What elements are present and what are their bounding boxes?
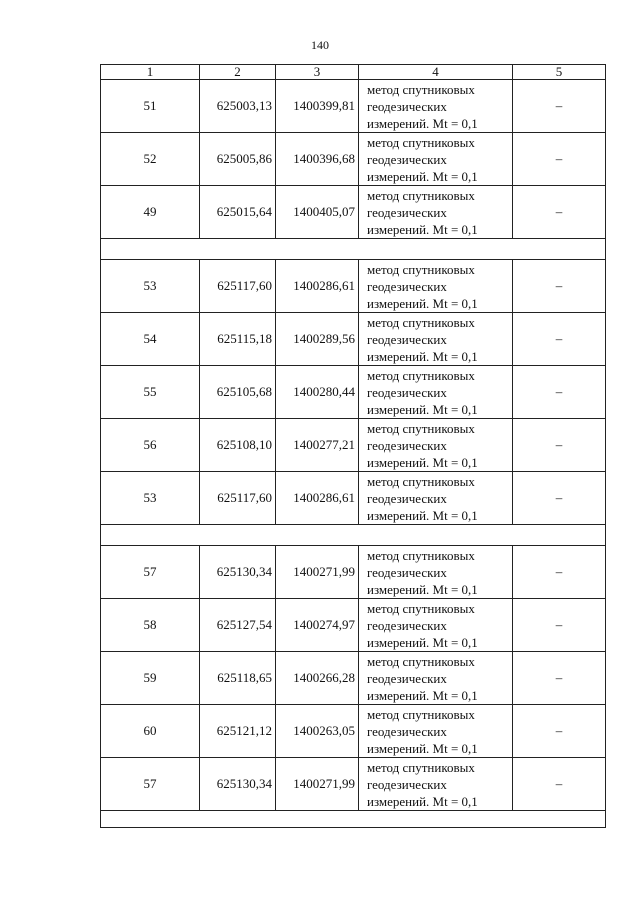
dash-cell: –: [513, 260, 606, 313]
method-text: измерений. Mt = 0,1: [367, 581, 478, 597]
column-header: 3: [276, 65, 359, 80]
method-cell: [359, 472, 513, 525]
method-text: метод спутниковых: [367, 759, 475, 775]
method-cell: [359, 186, 513, 239]
method-text: геодезических: [367, 151, 447, 167]
method-text: метод спутниковых: [367, 547, 475, 563]
method-cell: [359, 80, 513, 133]
column-header: 1: [101, 65, 200, 80]
dash-cell: –: [513, 313, 606, 366]
method-text: метод спутниковых: [367, 314, 475, 330]
method-text: измерений. Mt = 0,1: [367, 507, 478, 523]
column-header: 2: [200, 65, 276, 80]
point-number-cell: 53: [101, 472, 200, 525]
method-text: метод спутниковых: [367, 261, 475, 277]
x-coordinate-cell: 625108,10: [200, 419, 276, 472]
table-row: [101, 472, 606, 525]
method-text: метод спутниковых: [367, 134, 475, 150]
separator-row: [101, 525, 606, 546]
method-text: измерений. Mt = 0,1: [367, 115, 478, 131]
dash-cell: –: [513, 133, 606, 186]
method-text: геодезических: [367, 98, 447, 114]
y-coordinate-cell: 1400271,99: [276, 546, 359, 599]
method-cell: [359, 758, 513, 811]
method-text: геодезических: [367, 776, 447, 792]
method-cell: [359, 313, 513, 366]
point-number-cell: 57: [101, 546, 200, 599]
y-coordinate-cell: 1400399,81: [276, 80, 359, 133]
method-text: измерений. Mt = 0,1: [367, 348, 478, 364]
point-number-cell: 57: [101, 758, 200, 811]
separator-cell: [101, 239, 606, 260]
point-number-cell: 56: [101, 419, 200, 472]
method-text: измерений. Mt = 0,1: [367, 687, 478, 703]
method-text: геодезических: [367, 278, 447, 294]
method-text: метод спутниковых: [367, 420, 475, 436]
y-coordinate-cell: 1400277,21: [276, 419, 359, 472]
dash-cell: –: [513, 546, 606, 599]
method-cell: [359, 133, 513, 186]
method-text: геодезических: [367, 670, 447, 686]
dash-cell: –: [513, 80, 606, 133]
point-number-cell: 59: [101, 652, 200, 705]
y-coordinate-cell: 1400286,61: [276, 472, 359, 525]
table-row: [101, 546, 606, 599]
method-text: измерений. Mt = 0,1: [367, 634, 478, 650]
method-text: геодезических: [367, 437, 447, 453]
point-number-cell: 60: [101, 705, 200, 758]
method-text: измерений. Mt = 0,1: [367, 740, 478, 756]
x-coordinate-cell: 625127,54: [200, 599, 276, 652]
method-text: метод спутниковых: [367, 367, 475, 383]
dash-cell: –: [513, 186, 606, 239]
x-coordinate-cell: 625118,65: [200, 652, 276, 705]
method-cell: [359, 260, 513, 313]
table-row: [101, 366, 606, 419]
y-coordinate-cell: 1400286,61: [276, 260, 359, 313]
point-number-cell: 52: [101, 133, 200, 186]
dash-cell: –: [513, 652, 606, 705]
coordinates-table: [100, 64, 606, 828]
method-text: метод спутниковых: [367, 706, 475, 722]
method-cell: [359, 652, 513, 705]
y-coordinate-cell: 1400266,28: [276, 652, 359, 705]
separator-row: [101, 811, 606, 828]
x-coordinate-cell: 625115,18: [200, 313, 276, 366]
table-row: [101, 80, 606, 133]
page-number: 140: [311, 38, 329, 52]
table-row: [101, 260, 606, 313]
dash-cell: –: [513, 758, 606, 811]
method-text: измерений. Mt = 0,1: [367, 221, 478, 237]
y-coordinate-cell: 1400263,05: [276, 705, 359, 758]
method-cell: [359, 366, 513, 419]
method-text: геодезических: [367, 490, 447, 506]
table-row: [101, 419, 606, 472]
y-coordinate-cell: 1400289,56: [276, 313, 359, 366]
column-header: 4: [359, 65, 513, 80]
method-text: измерений. Mt = 0,1: [367, 454, 478, 470]
method-text: метод спутниковых: [367, 653, 475, 669]
point-number-cell: 55: [101, 366, 200, 419]
y-coordinate-cell: 1400396,68: [276, 133, 359, 186]
method-text: измерений. Mt = 0,1: [367, 295, 478, 311]
table-row: [101, 133, 606, 186]
method-text: метод спутниковых: [367, 81, 475, 97]
x-coordinate-cell: 625130,34: [200, 546, 276, 599]
x-coordinate-cell: 625003,13: [200, 80, 276, 133]
method-text: геодезических: [367, 564, 447, 580]
dash-cell: –: [513, 472, 606, 525]
table-row: [101, 652, 606, 705]
y-coordinate-cell: 1400405,07: [276, 186, 359, 239]
point-number-cell: 58: [101, 599, 200, 652]
method-cell: [359, 599, 513, 652]
separator-cell: [101, 525, 606, 546]
table-row: [101, 758, 606, 811]
table-header-row: [101, 65, 606, 80]
dash-cell: –: [513, 599, 606, 652]
x-coordinate-cell: 625105,68: [200, 366, 276, 419]
point-number-cell: 54: [101, 313, 200, 366]
x-coordinate-cell: 625015,64: [200, 186, 276, 239]
x-coordinate-cell: 625121,12: [200, 705, 276, 758]
method-cell: [359, 546, 513, 599]
method-cell: [359, 419, 513, 472]
method-text: метод спутниковых: [367, 187, 475, 203]
method-text: геодезических: [367, 617, 447, 633]
table-row: [101, 599, 606, 652]
x-coordinate-cell: 625117,60: [200, 260, 276, 313]
method-text: метод спутниковых: [367, 600, 475, 616]
table-row: [101, 313, 606, 366]
method-text: геодезических: [367, 384, 447, 400]
separator-cell: [101, 811, 606, 828]
method-text: измерений. Mt = 0,1: [367, 168, 478, 184]
dash-cell: –: [513, 419, 606, 472]
table-row: [101, 186, 606, 239]
separator-row: [101, 239, 606, 260]
method-text: геодезических: [367, 723, 447, 739]
y-coordinate-cell: 1400271,99: [276, 758, 359, 811]
y-coordinate-cell: 1400280,44: [276, 366, 359, 419]
y-coordinate-cell: 1400274,97: [276, 599, 359, 652]
x-coordinate-cell: 625117,60: [200, 472, 276, 525]
dash-cell: –: [513, 366, 606, 419]
method-text: геодезических: [367, 204, 447, 220]
point-number-cell: 51: [101, 80, 200, 133]
method-text: измерений. Mt = 0,1: [367, 401, 478, 417]
table-row: [101, 705, 606, 758]
method-text: измерений. Mt = 0,1: [367, 793, 478, 809]
point-number-cell: 49: [101, 186, 200, 239]
point-number-cell: 53: [101, 260, 200, 313]
method-text: метод спутниковых: [367, 473, 475, 489]
x-coordinate-cell: 625005,86: [200, 133, 276, 186]
method-cell: [359, 705, 513, 758]
x-coordinate-cell: 625130,34: [200, 758, 276, 811]
method-text: геодезических: [367, 331, 447, 347]
dash-cell: –: [513, 705, 606, 758]
column-header: 5: [513, 65, 606, 80]
